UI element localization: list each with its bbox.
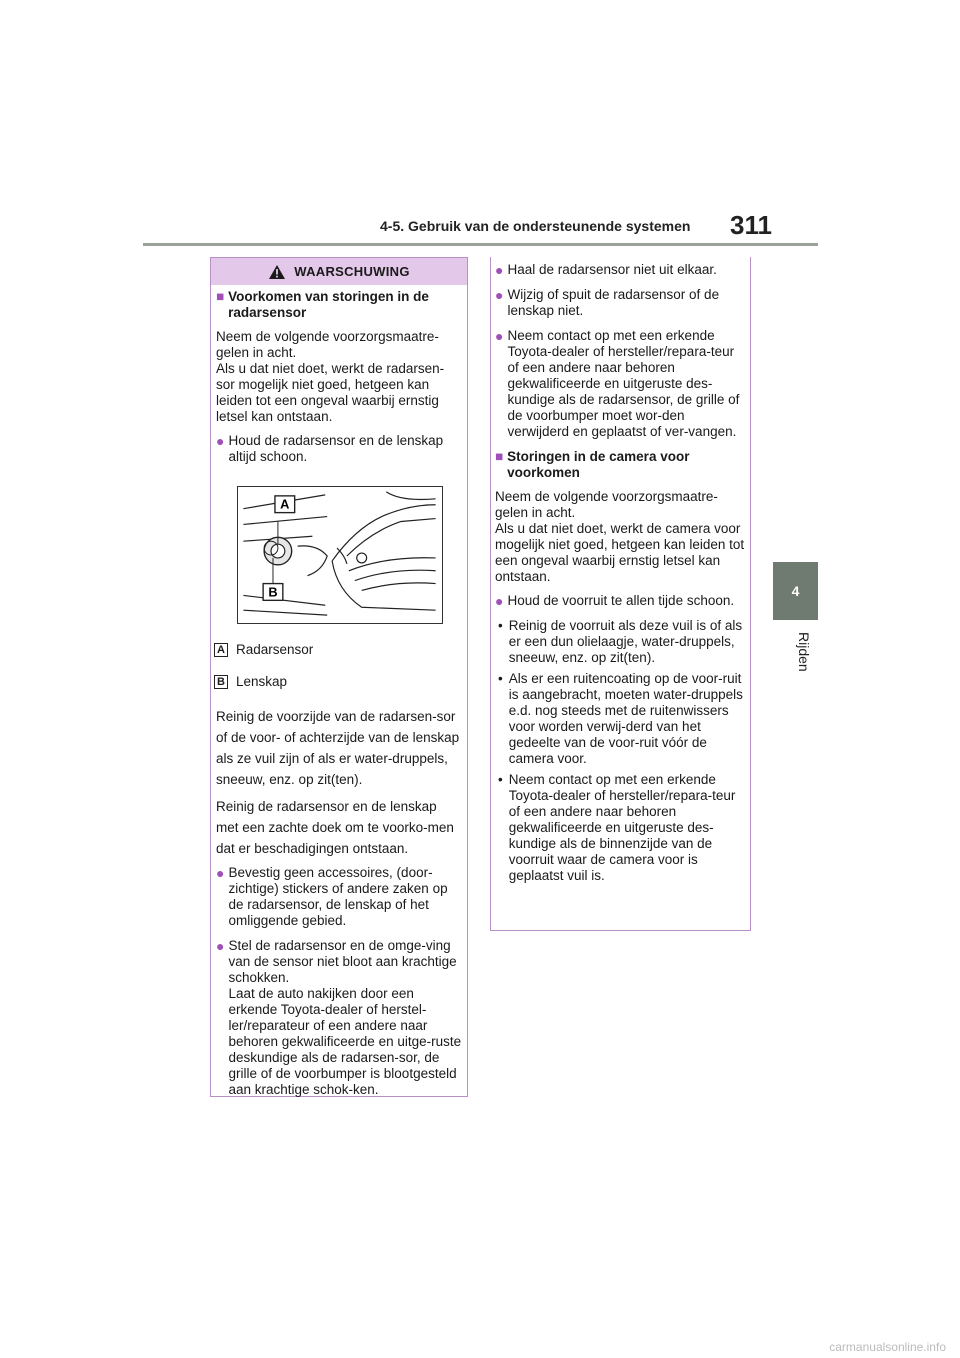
chapter-number: 4 (791, 583, 800, 599)
list-item: ● Houd de voorruit te allen tijde schoon. (495, 593, 735, 609)
square-bullet-icon: ■ (495, 449, 504, 464)
section-title: 4-5. Gebruik van de ondersteunende systemen (380, 218, 691, 234)
warning-content-continued (490, 257, 750, 889)
chapter-tab (773, 562, 818, 620)
paragraph: Neem de volgende voorzorgsmaatre-gelen in acht. Als u dat niet doet, werkt de radarsen-sor mogelijk niet goed, hetgeen kan leiden tot een ongeval waarbij ernstig letsel kan ontstaan. (216, 329, 445, 424)
legend-radar-sensor: A Radarsensor (214, 642, 462, 658)
list-item: ● Wijzig of spuit de radarsensor of de lenskap niet. (495, 287, 720, 318)
list-item: ● Houd de radarsensor en de lenskap altijd schoon. (216, 433, 444, 464)
circle-bullet-icon: ● (495, 287, 504, 303)
circle-bullet-icon: ● (495, 262, 504, 278)
warning-header (211, 258, 467, 285)
list-item: ● Haal de radarsensor niet uit elkaar. (495, 262, 717, 278)
list-item: ● Bevestig geen accessoires, (door-zichtige) stickers of andere zaken op de radarsensor, de lenskap of het omliggende gebied. (216, 865, 448, 928)
legend-lens-cover: B Lenskap (214, 674, 462, 690)
circle-bullet-icon: ● (216, 938, 225, 954)
warning-title: WAARSCHUWING (294, 264, 410, 279)
sub-list-item: • Neem contact op met een erkende Toyota-dealer of hersteller/repara-teur of een andere naar behoren gekwalificeerde en uitgeruste des-kundige als de binnenzijde van de voorruit waar de camera voor is geplaatst vuil is. (498, 772, 736, 883)
label-b-box: B (214, 675, 228, 689)
paragraph: Reinig de radarsensor en de lenskap met een zachte doek om te voorko-men dat er beschadigingen ontstaan. (216, 799, 454, 856)
warning-content (211, 289, 467, 1107)
circle-bullet-icon: ● (216, 865, 225, 881)
paragraph: Reinig de voorzijde van de radarsen-sor of de voor- of achterzijde van de lenskap als ze vuil zijn of als er water-druppels, sneeuw, enz. op zit(ten). (216, 709, 460, 787)
sub-list-item: • Reinig de voorruit als deze vuil is of als er een dun olielaagje, water-druppels, sneeuw, enz. op zit(ten). (498, 618, 743, 665)
sub-list-item: • Als er een ruitencoating op de voor-ruit is aangebracht, moeten water-druppels e.d. nog steeds met de ruitenwissers voor worden verwij-derd van het gedeelte van de voor-ruit vóór de camera voor. (498, 671, 743, 766)
header-divider (143, 243, 818, 246)
warning-triangle-icon (268, 264, 286, 280)
figure-label-a: A (280, 496, 290, 512)
list-item: ● Neem contact op met een erkende Toyota-dealer of hersteller/repara-teur of een andere naar behoren gekwalificeerde en uitgeruste des-kundige als de radarsensor, de grille of de voorbumper moet wor-den verwijderd en geplaatst of ver-vangen. (495, 328, 740, 439)
circle-bullet-icon: ● (216, 433, 225, 449)
figure-label-b: B (268, 584, 278, 600)
heading-camera-malfunction: ■ Storingen in de camera voor voorkomen (495, 449, 690, 480)
square-bullet-icon: ■ (216, 289, 225, 304)
heading-radar-malfunction: ■ Voorkomen van storingen in de radarsensor (216, 289, 429, 320)
paragraph: Neem de volgende voorzorgsmaatre-gelen in acht. Als u dat niet doet, werkt de camera voor mogelijk niet goed, hetgeen kan leiden tot een ongeval waarbij ernstig letsel kan ontstaan. (495, 489, 745, 584)
circle-bullet-icon: ● (495, 328, 504, 344)
list-item: ● Stel de radarsensor en de omge-ving van de sensor niet bloot aan krachtige schokken. Laat de auto nakijken door een erkende Toyota-dealer of herstel-ler/reparateur of een andere naar behoren gekwalificeerde en uitge-ruste deskundige als de radarsen-sor, de grille of de voorbumper is blootgesteld aan krachtige schok-ken. (216, 938, 462, 1097)
page-number: 311 (730, 210, 772, 240)
watermark: carmanualsonline.info (829, 1340, 946, 1354)
circle-bullet-icon: ● (495, 593, 504, 609)
chapter-label: Rijden (796, 632, 812, 672)
radar-sensor-figure (237, 486, 443, 624)
label-a-box: A (214, 643, 228, 657)
